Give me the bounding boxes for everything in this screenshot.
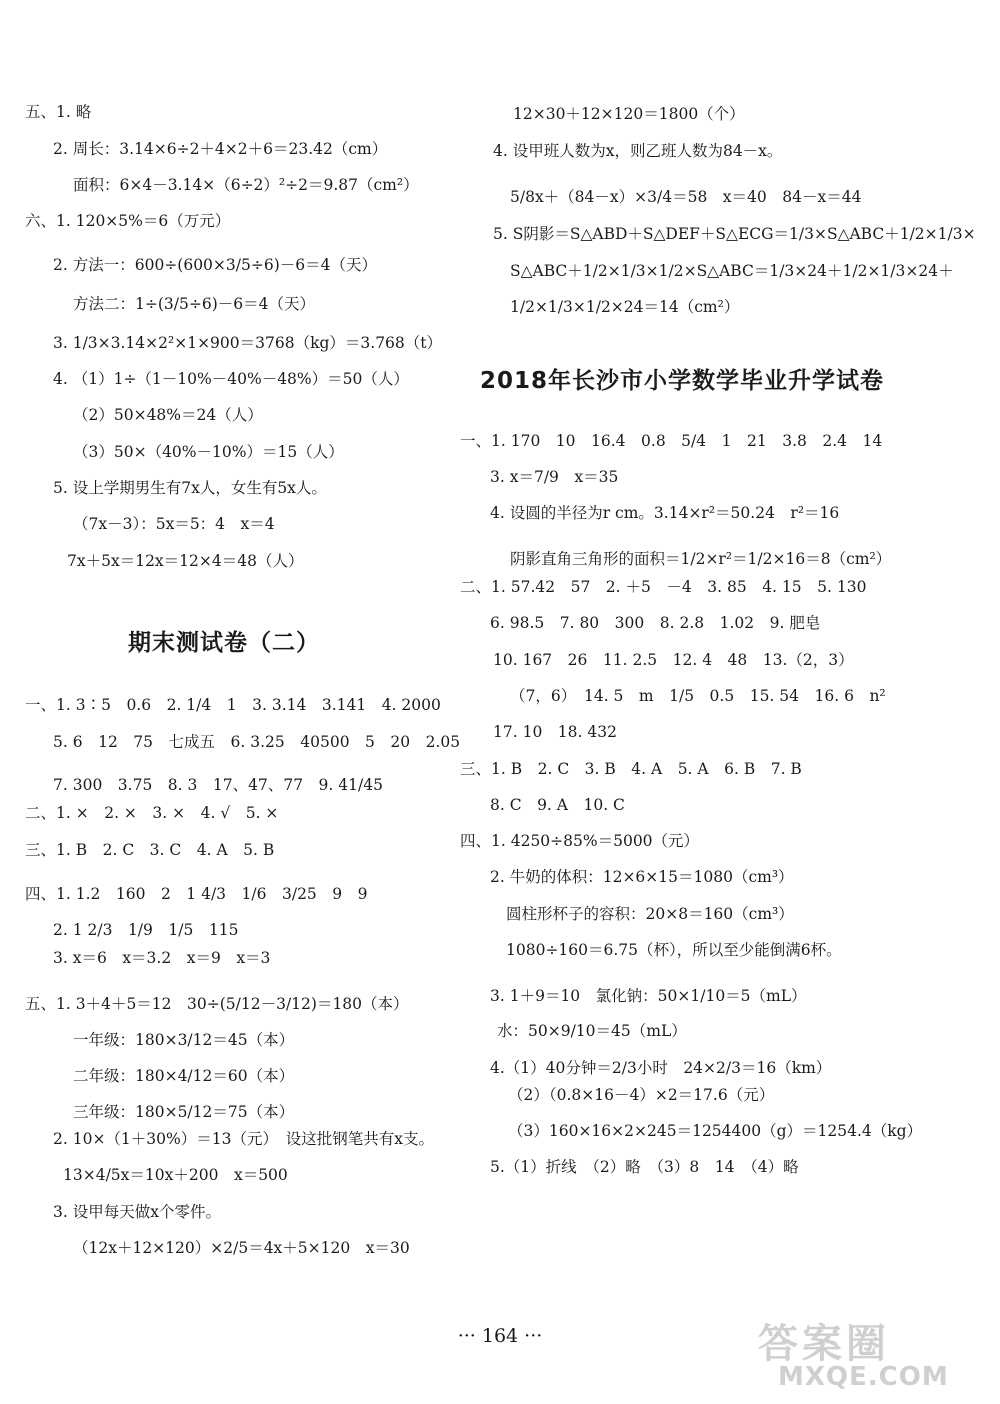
answer-line: 圆柱形杯子的容积：20×8＝160（cm³） [506,905,794,923]
answer-line: 六、1. 120×5%＝6（万元） [25,212,231,230]
answer-line: 四、1. 1.2 160 2 1 4/3 1/6 3/25 9 9 [25,885,368,903]
watermark-bottom-text: MXQE.COM [778,1362,949,1392]
answer-line: 阴影直角三角形的面积＝1/2×r²＝1/2×16＝8（cm²） [510,550,892,568]
answer-line: 5. 设上学期男生有7x人，女生有5x人。 [53,479,327,497]
answer-line: 17. 10 18. 432 [493,723,617,741]
watermark-logo [758,1312,988,1397]
answer-line: 1/2×1/3×1/2×24＝14（cm²） [510,298,740,316]
answer-line: 一、1. 3∶5 0.6 2. 1/4 1 3. 3.14̇ 3.141 4. 2000 [25,696,441,714]
answer-line: 四、1. 4250÷85%＝5000（元） [460,832,700,850]
section-title: 期末测试卷（二） [128,630,320,656]
answer-line: 4. （1）1÷（1－10%－40%－48%）＝50（人） [53,370,409,388]
answer-line: 5. S阴影＝S△ABD＋S△DEF＋S△ECG＝1/3×S△ABC＋1/2×1/3× [493,225,976,243]
answer-line: 水：50×9/10＝45（mL） [497,1022,687,1040]
answer-line: 3. 1/3×3.14×2²×1×900＝3768（kg）＝3.768（t） [53,334,443,352]
answer-line: 3. x＝6 x＝3.2 x＝9 x＝3 [53,949,271,967]
answer-line: 3. 设甲每天做x个零件。 [53,1203,221,1221]
answer-line: 4. 设圆的半径为r cm。3.14×r²＝50.24 r²＝16 [490,504,840,522]
answer-line: 2. 1 2/3 1/9 1/5 115 [53,921,239,939]
answer-line: （12x＋12×120）×2/5＝4x＋5×120 x＝30 [73,1239,410,1257]
answer-line: 一、1. 170 10 16.4 0.8 5/4 1 21 3.8 2.4 14 [460,432,883,450]
answer-line: 1080÷160＝6.75（杯），所以至少能倒满6杯。 [506,941,842,959]
page-number: ··· 164 ··· [457,1325,543,1347]
answer-line: （7，6） 14. 5 m 1/5 0.5 15. 54 16. 6 n² [510,687,886,705]
answer-line: 3. x＝7/9 x＝35 [490,468,619,486]
answer-line: 2. 牛奶的体积：12×6×15＝1080（cm³） [490,868,794,886]
answer-line: 7. 300 3.75 8. 3 17、47、77 9. 41/45 [53,776,383,794]
answer-line: 7x＋5x＝12x＝12×4＝48（人） [67,552,304,570]
answer-line: 5/8x＋（84－x）×3/4＝58 x＝40 84－x＝44 [510,188,862,206]
answer-line: S△ABC＋1/2×1/3×1/2×S△ABC＝1/3×24＋1/2×1/3×24＋ [510,262,954,280]
answer-line: 6. 98.5 7. 80 300 8. 2.8 1.02 9. 肥皂 [490,614,821,632]
answer-line: （2）50×48%＝24（人） [73,406,263,424]
answer-line: 2. 方法一：600÷(600×3/5÷6)－6＝4（天） [53,256,377,274]
answer-line: 二年级：180×4/12＝60（本） [73,1067,295,1085]
answer-line: 五、1. 略 [25,103,92,121]
answer-line: （3）50×（40%－10%）＝15（人） [73,443,344,461]
answer-line: 12×30＋12×120＝1800（个） [513,105,745,123]
answer-line: 10. 167 26 11. 2.5 12. 4 48 13.（2，3） [493,651,854,669]
answer-line: 5. 6 12 75 七成五 6. 3.25 40500 5 20 2.05 [53,733,461,751]
answer-line: （2）（0.8×16－4）×2＝17.6（元） [508,1086,775,1104]
answer-line: 3. 1＋9＝10 氯化钠：50×1/10＝5（mL） [490,987,807,1005]
answer-line: 三、1. B 2. C 3. C 4. A 5. B [25,841,275,859]
answer-line: 三年级：180×5/12＝75（本） [73,1103,295,1121]
section-title: 2018年长沙市小学数学毕业升学试卷 [480,368,885,394]
answer-line: 2. 10×（1＋30%）＝13（元） 设这批钢笔共有x支。 [53,1130,434,1148]
answer-line: （3）160×16×2×245＝1254400（g）＝1254.4（kg） [508,1122,923,1140]
answer-line: 方法二：1÷(3/5÷6)－6＝4（天） [73,295,315,313]
answer-line: 8. C 9. A 10. C [490,796,625,814]
answer-line: 2. 周长：3.14×6÷2＋4×2＋6＝23.42（cm） [53,140,388,158]
answer-line: 三、1. B 2. C 3. B 4. A 5. A 6. B 7. B [460,760,802,778]
answer-line: 4. 设甲班人数为x，则乙班人数为84－x。 [493,142,783,160]
answer-line: 13×4/5x＝10x＋200 x＝500 [63,1166,288,1184]
answer-line: （7x－3）：5x＝5：4 x＝4 [73,515,275,533]
answer-line: 面积：6×4－3.14×（6÷2）²÷2＝9.87（cm²） [73,176,419,194]
watermark-top-text: 答案圈 [758,1321,890,1367]
answer-line: 4.（1）40分钟＝2/3小时 24×2/3＝16（km） [490,1059,832,1077]
answer-line: 二、1. 57.42 57 2. ＋5 －4 3. 85 4. 15 5. 130 [460,578,867,596]
answer-line: 二、1. × 2. × 3. × 4. √ 5. × [25,804,279,822]
answer-line: 一年级：180×3/12＝45（本） [73,1031,295,1049]
answer-line: 5.（1）折线 （2）略 （3）8 14 （4）略 [490,1158,799,1176]
answer-line: 五、1. 3＋4＋5＝12 30÷(5/12－3/12)＝180（本） [25,995,409,1013]
